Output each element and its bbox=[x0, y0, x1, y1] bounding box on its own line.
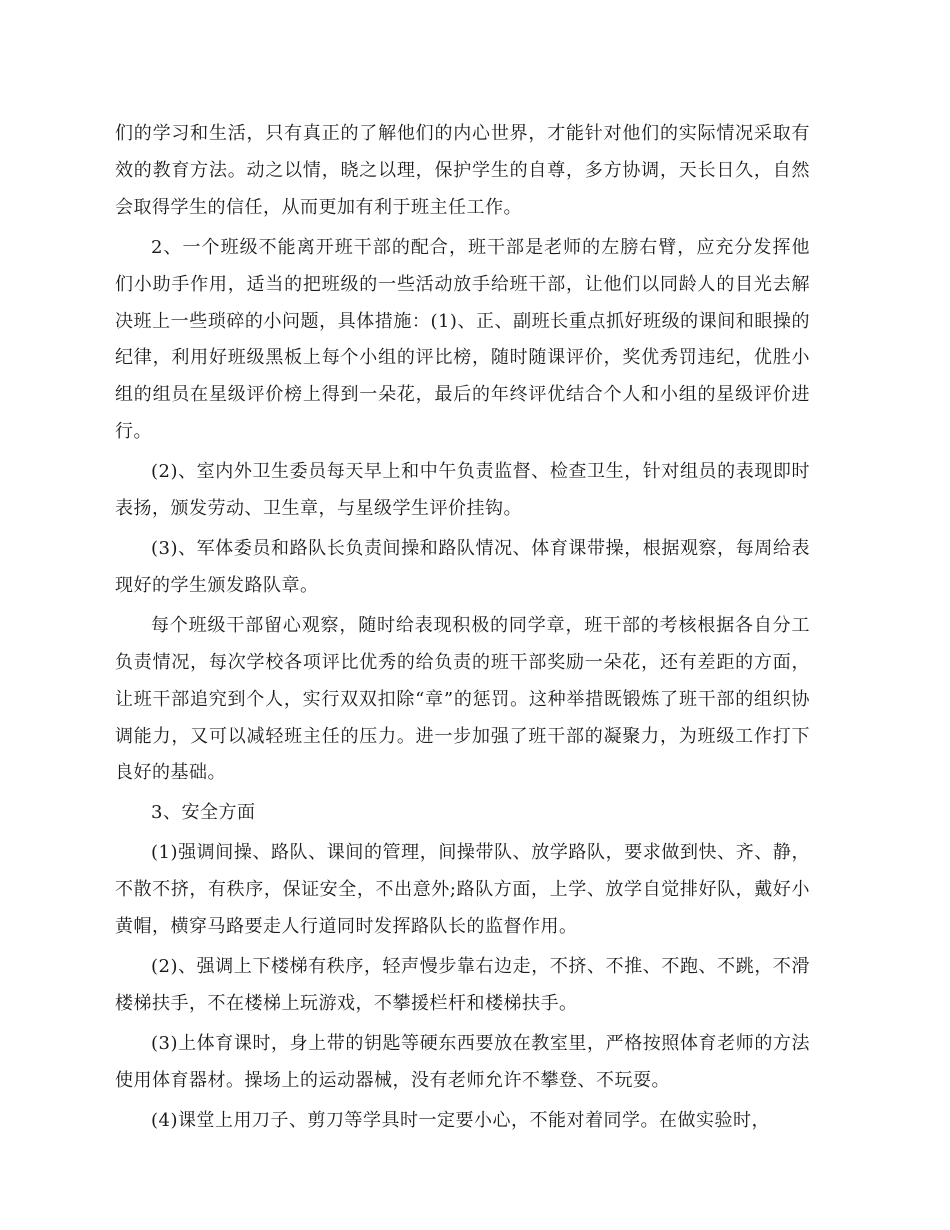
paragraph-safety-3: (3)上体育课时，身上带的钥匙等硬东西要放在教室里，严格按照体育老师的方法使用体育器材。操场上的运动器械，没有老师允许不攀登、不玩耍。 bbox=[115, 1032, 810, 1091]
paragraph-continuation: 们的学习和生活，只有真正的了解他们的内心世界，才能针对他们的实际情况采取有效的教育方法。动之以情，晓之以理，保护学生的自尊，多方协调，天长日久，自然会取得学生的信任，从而更加有利于班主任工作。 bbox=[115, 123, 810, 218]
paragraph-cadre-assessment: 每个班级干部留心观察，随时给表现积极的同学章，班干部的考核根据各自分工负责情况，每次学校各项评比优秀的给负责的班干部奖励一朵花，还有差距的方面，让班干部追究到个人，实行双双扣除“章”的惩罚。这种举措既锻炼了班干部的组织协调能力，又可以减轻班主任的压力。进一步加强了班干部的凝聚力，为班级工作打下良好的基础。 bbox=[115, 614, 810, 784]
paragraph-safety-2: (2)、强调上下楼梯有秩序，轻声慢步靠右边走，不挤、不推、不跑、不跳，不滑楼梯扶手，不在楼梯上玩游戏，不攀援栏杆和楼梯扶手。 bbox=[115, 955, 810, 1014]
section-heading-safety: 3、安全方面 bbox=[151, 802, 256, 824]
paragraph-class-cadres: 2、一个班级不能离开班干部的配合，班干部是老师的左膀右臂，应充分发挥他们小助手作用，适当的把班级的一些活动放手给班干部，让他们以同龄人的目光去解决班上一些琐碎的小问题，具体措施：(1)、正、副班长重点抓好班级的课间和眼操的纪律，利用好班级黑板上每个小组的评比榜，随时随课评价，奖优秀罚违纪，优胜小组的组员在星级评价榜上得到一朵花，最后的年终评优结合个人和小组的星级评价进行。 bbox=[115, 236, 810, 443]
document-body bbox=[115, 116, 810, 1142]
paragraph-sports-committee: (3)、军体委员和路队长负责间操和路队情况、体育课带操，根据观察，每周给表现好的学生颁发路队章。 bbox=[115, 537, 810, 596]
paragraph-safety-4: (4)课堂上用刀子、剪刀等学具时一定要小心，不能对着同学。在做实验时， bbox=[151, 1109, 770, 1131]
paragraph-safety-1: (1)强调间操、路队、课间的管理，间操带队、放学路队，要求做到快、齐、静，不散不挤，有秩序，保证安全，不出意外;路队方面，上学、放学自觉排好队，戴好小黄帽，横穿马路要走人行道同时发挥路队长的监督作用。 bbox=[115, 842, 810, 938]
paragraph-hygiene-committee: (2)、室内外卫生委员每天早上和中午负责监督、检查卫生，针对组员的表现即时表扬，颁发劳动、卫生章，与星级学生评价挂钩。 bbox=[115, 461, 810, 520]
